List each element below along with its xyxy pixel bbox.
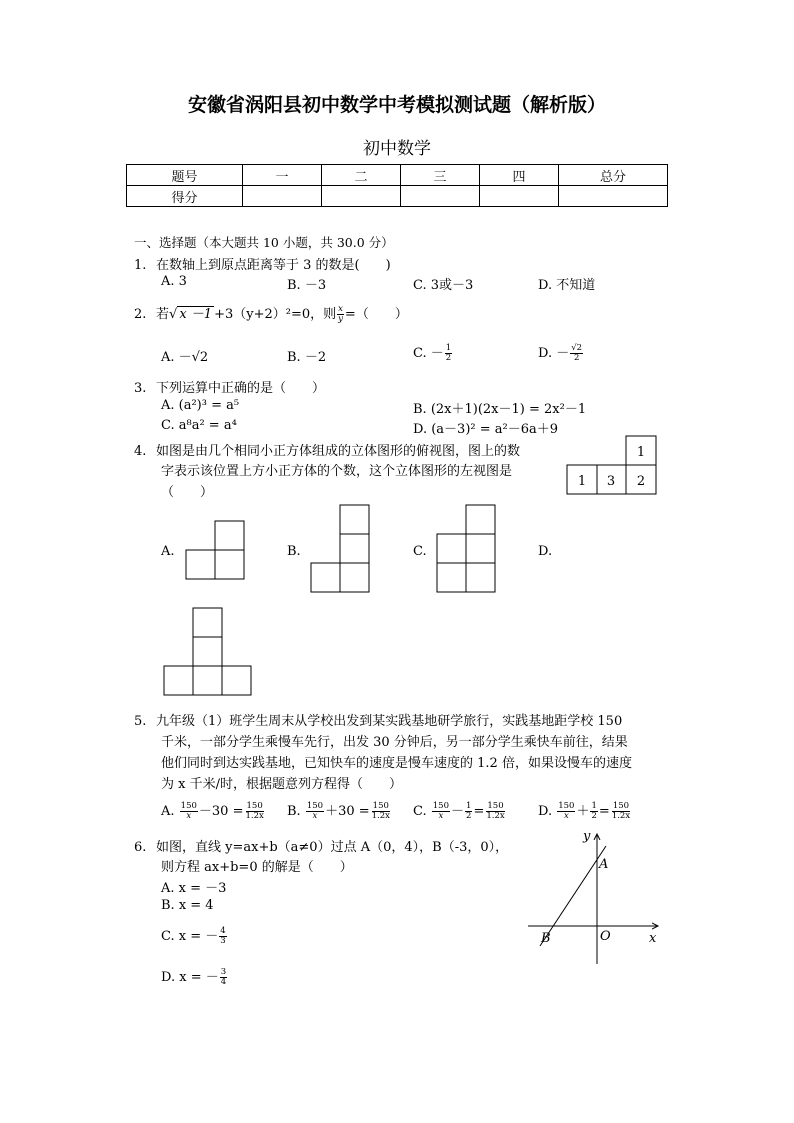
- option-fraction: [371, 802, 391, 821]
- grid-number: 2: [636, 474, 646, 489]
- score-header-cell: 三: [401, 165, 480, 186]
- question-1: [134, 254, 391, 273]
- radicand: x －1: [179, 307, 213, 322]
- q6-option-a[interactable]: A. x = －3: [161, 881, 227, 896]
- x-axis-label: x: [649, 931, 657, 946]
- option-operator: －: [451, 804, 465, 819]
- question-number: 5.: [134, 714, 147, 729]
- option-fraction: [570, 344, 583, 363]
- frac-denominator: 2: [573, 353, 580, 363]
- score-header-cell: 总分: [559, 165, 668, 186]
- score-header-cell: 四: [480, 165, 559, 186]
- q4-option-d[interactable]: D.: [538, 544, 553, 559]
- q1-option-c[interactable]: C. 3或－3: [413, 278, 474, 293]
- frac-denominator: 1.2x: [371, 811, 390, 821]
- question-number: 3.: [134, 381, 147, 396]
- score-cell[interactable]: [322, 186, 401, 207]
- q4-option-c[interactable]: C.: [413, 544, 427, 559]
- origin-label: O: [600, 929, 611, 944]
- frac-denominator: x: [312, 811, 318, 821]
- frac-denominator: y: [338, 314, 343, 324]
- question-number: 2.: [134, 307, 147, 322]
- sqrt-sign: √: [169, 307, 178, 322]
- q6-option-d[interactable]: [161, 966, 228, 987]
- option-fraction: [557, 802, 575, 821]
- frac-numerator: 150: [372, 801, 389, 811]
- grid-number: 3: [606, 474, 616, 489]
- frac-numerator: 1: [466, 801, 472, 811]
- option-label: B.: [287, 804, 301, 819]
- frac-denominator: 4: [220, 977, 227, 987]
- q2-option-a[interactable]: A. －√2: [161, 350, 209, 365]
- frac-denominator: 1.2x: [611, 811, 631, 821]
- frac-numerator: 150: [180, 801, 197, 811]
- grid-number: 1: [577, 474, 587, 489]
- score-table: [126, 164, 668, 207]
- question-2: [134, 303, 408, 324]
- frac-numerator: x: [338, 304, 343, 314]
- option-prefix: C. x = －: [161, 929, 219, 944]
- option-fraction: [220, 968, 227, 987]
- option-fraction: [306, 802, 324, 821]
- top-view-figure: [560, 430, 670, 505]
- frac-numerator: 4: [220, 926, 226, 936]
- page-title: 安徽省涡阳县初中数学中考模拟测试题（解析版）: [187, 94, 606, 116]
- question-number: 6.: [134, 840, 147, 855]
- score-row-label: 得分: [127, 186, 243, 207]
- question-line: 他们同时到达实践基地，已知快车的速度是慢车速度的 1.2 倍，如果设慢车的速度: [161, 756, 632, 771]
- page-subtitle: 初中数学: [363, 139, 431, 159]
- q2-option-b[interactable]: B. －2: [287, 350, 327, 365]
- option-label: A.: [161, 804, 175, 819]
- section-heading: 一、选择题（本大题共 10 小题，共 30.0 分）: [134, 235, 394, 250]
- question-line: 则方程 ax+b=0 的解是（ ）: [161, 860, 353, 875]
- q4-option-a-figure[interactable]: [180, 518, 250, 584]
- question-4: [134, 440, 520, 459]
- frac-numerator: 1: [445, 343, 452, 353]
- option-prefix: D. －: [538, 346, 570, 361]
- frac-numerator: √2: [571, 343, 583, 353]
- q3-option-c[interactable]: C. a⁸a² = a⁴: [161, 418, 237, 433]
- frac-denominator: 1.2x: [486, 811, 505, 821]
- option-fraction: [590, 802, 597, 821]
- q5-option-b[interactable]: [287, 800, 392, 821]
- option-operator: －30 =: [198, 804, 244, 819]
- frac-denominator: 1.2x: [245, 811, 264, 821]
- question-line: 千米，一部分学生乘慢车先行，出发 30 分钟后，另一部分学生乘快车前往，结果: [161, 735, 628, 750]
- question-3: [134, 377, 325, 396]
- q4-option-b[interactable]: B.: [287, 544, 301, 559]
- q1-option-d[interactable]: D. 不知道: [538, 278, 596, 293]
- frac-denominator: x: [186, 811, 192, 821]
- q3-option-b[interactable]: B. (2x＋1)(2x－1) = 2x²－1: [413, 402, 587, 417]
- q4-option-b-figure[interactable]: [305, 502, 375, 597]
- frac-numerator: 150: [558, 801, 575, 811]
- question-line: 为 x 千米/时，根据题意列方程得（ ）: [161, 777, 402, 792]
- q6-option-c[interactable]: [161, 925, 228, 946]
- question-number: 4.: [134, 444, 147, 459]
- question-stem: 在数轴上到原点距离等于 3 的数是( ): [156, 258, 391, 273]
- q5-option-c[interactable]: [413, 800, 507, 821]
- fraction-x-over-y: [337, 305, 344, 324]
- frac-numerator: 150: [487, 801, 504, 811]
- option-fraction: [465, 802, 472, 821]
- point-b-label: B: [541, 931, 551, 946]
- frac-denominator: 2: [445, 353, 452, 363]
- frac-denominator: 3: [220, 936, 226, 946]
- question-6: [134, 836, 508, 855]
- option-label: C.: [413, 804, 427, 819]
- frac-denominator: 2: [466, 811, 472, 821]
- frac-numerator: 150: [432, 801, 449, 811]
- question-number: 1.: [134, 258, 147, 273]
- score-table-score-row: [127, 186, 668, 207]
- option-operator: =: [598, 804, 610, 819]
- option-fraction: [611, 802, 631, 821]
- question-5: [134, 710, 622, 729]
- option-operator: ＋30 =: [325, 804, 370, 819]
- frac-numerator: 150: [306, 801, 324, 811]
- q5-option-a[interactable]: [161, 800, 266, 821]
- frac-numerator: 3: [220, 967, 227, 977]
- option-operator: =: [473, 804, 485, 819]
- option-prefix: C. －: [413, 346, 444, 361]
- q2-option-d[interactable]: [538, 342, 584, 363]
- frac-denominator: x: [438, 811, 444, 821]
- question-line: 如图是由几个相同小正方体组成的立体图形的俯视图，图上的数: [156, 444, 521, 459]
- option-fraction: [485, 802, 505, 821]
- question-stem-mid: +3（y+2）²=0，则: [214, 307, 337, 322]
- q1-option-a[interactable]: A. 3: [161, 274, 187, 289]
- option-prefix: D. x = －: [161, 970, 219, 985]
- score-header-cell: 题号: [127, 165, 243, 186]
- q3-option-a[interactable]: A. (a²)³ = a⁵: [161, 398, 240, 413]
- option-fraction: [445, 344, 452, 363]
- frac-numerator: 1: [591, 801, 597, 811]
- frac-denominator: 2: [591, 811, 597, 821]
- frac-numerator: 150: [612, 801, 630, 811]
- q1-option-b[interactable]: B. －3: [287, 278, 327, 293]
- y-axis-label: y: [583, 829, 591, 844]
- score-cell[interactable]: [480, 186, 559, 207]
- q6-option-b[interactable]: B. x = 4: [161, 898, 214, 913]
- score-header-cell: 一: [243, 165, 322, 186]
- q3-option-d[interactable]: D. (a－3)² = a²－6a＋9: [413, 422, 559, 437]
- score-header-cell: 二: [322, 165, 401, 186]
- question-stem: 下列运算中正确的是（ ）: [156, 381, 326, 396]
- question-stem-pre: 若: [156, 307, 170, 322]
- score-cell[interactable]: [243, 186, 322, 207]
- option-fraction: [432, 802, 450, 821]
- score-table-header-row: [127, 165, 668, 186]
- q4-option-d-figure[interactable]: [158, 605, 258, 700]
- option-label: D.: [538, 804, 553, 819]
- question-line: 九年级（1）班学生周末从学校出发到某实践基地研学旅行，实践基地距学校 150: [156, 714, 623, 729]
- question-line: 如图，直线 y=ax+b（a≠0）过点 A（0，4），B（-3，0），: [156, 840, 509, 855]
- option-operator: ＋: [576, 804, 590, 819]
- question-line: （ ）: [161, 485, 214, 500]
- question-line: 字表示该位置上方小正方体的个数，这个立体图形的左视图是: [161, 464, 513, 479]
- grid-number: 1: [636, 445, 646, 460]
- option-fraction: [180, 802, 198, 821]
- frac-denominator: x: [563, 811, 569, 821]
- line-graph-figure: [520, 826, 665, 968]
- question-stem-post: =（ ）: [344, 307, 408, 322]
- option-fraction: [244, 802, 264, 821]
- score-cell[interactable]: [401, 186, 480, 207]
- q4-option-a[interactable]: A.: [161, 544, 175, 559]
- score-cell[interactable]: [559, 186, 668, 207]
- point-a-label: A: [599, 857, 609, 872]
- option-fraction: [219, 927, 226, 946]
- q2-option-c[interactable]: [413, 342, 453, 363]
- q5-option-d[interactable]: [538, 800, 632, 821]
- frac-numerator: 150: [246, 801, 263, 811]
- q4-option-c-figure[interactable]: [431, 502, 501, 597]
